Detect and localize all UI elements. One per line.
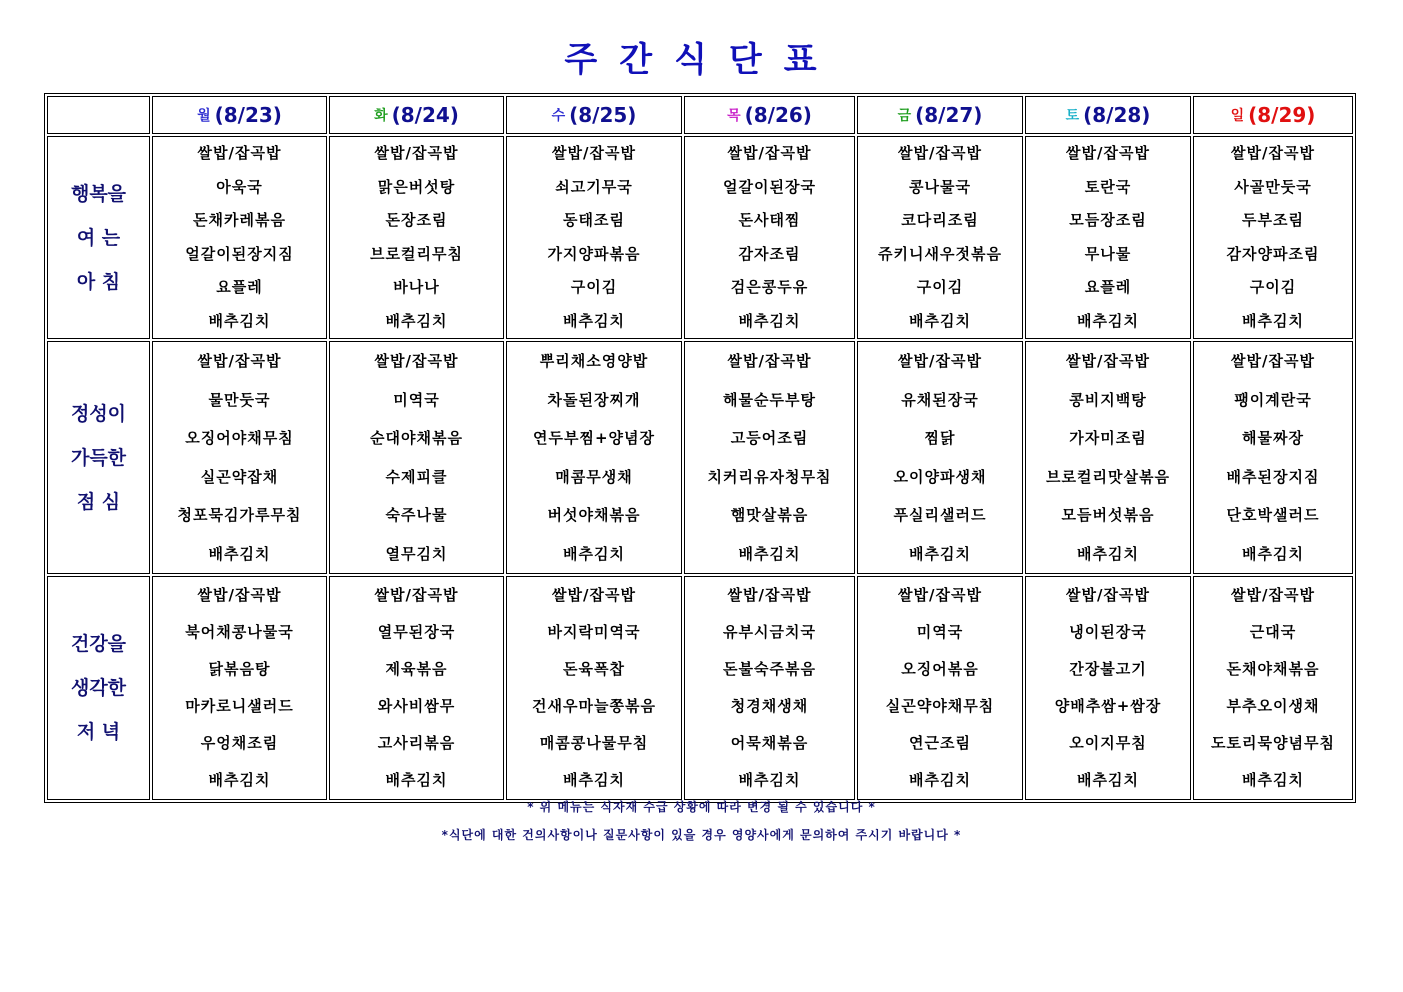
day-date: (8/24) xyxy=(391,103,459,127)
menu-item: 쌀밥/잡곡밥 xyxy=(898,352,982,370)
inquiry-notice: *식단에 대한 건의사항이나 질문사항이 있을 경우 영양사에게 문의하여 주시기 바랍니다 * xyxy=(441,828,962,842)
menu-cell xyxy=(857,576,1023,800)
menu-item: 버섯야채볶음 xyxy=(547,506,641,524)
menu-item: 쌀밥/잡곡밥 xyxy=(552,586,636,604)
day-badge-icon: 토 xyxy=(1065,108,1080,124)
meal-label xyxy=(47,341,150,574)
menu-item: 건새우마늘쫑볶음 xyxy=(532,697,656,715)
day-date: (8/27) xyxy=(915,103,983,127)
corner-cell xyxy=(47,96,150,134)
menu-item: 얼갈이된장지짐 xyxy=(185,244,294,263)
menu-item: 돈채야채볶음 xyxy=(1226,660,1320,678)
menu-item: 배추김치 xyxy=(909,771,971,789)
menu-item: 구이김 xyxy=(570,278,618,296)
menu-item: 양배추쌈+쌈장 xyxy=(1054,697,1162,715)
menu-item: 열무된장국 xyxy=(377,623,456,641)
menu-item: 북어채콩나물국 xyxy=(185,623,294,641)
day-badge-icon: 일 xyxy=(1230,108,1245,124)
menu-item: 요플레 xyxy=(1084,278,1132,296)
menu-item: 치커리유자청무침 xyxy=(707,467,832,486)
day-date: (8/28) xyxy=(1083,103,1151,127)
menu-item: 얼갈이된장국 xyxy=(723,177,816,196)
menu-item: 배추김치 xyxy=(385,771,448,789)
menu-item: 해물짜장 xyxy=(1242,429,1304,447)
menu-item: 배추김치 xyxy=(909,544,971,563)
menu-item: 배추김치 xyxy=(1242,544,1304,563)
menu-item: 쌀밥/잡곡밥 xyxy=(197,352,282,370)
menu-item: 쌀밥/잡곡밥 xyxy=(727,586,812,604)
day-date: (8/29) xyxy=(1248,103,1316,127)
menu-cell xyxy=(1193,341,1353,574)
menu-cell xyxy=(152,136,327,339)
menu-item: 단호박샐러드 xyxy=(1226,506,1320,524)
day-header-thu xyxy=(684,96,855,134)
menu-item: 배추김치 xyxy=(563,771,625,789)
menu-item: 배추김치 xyxy=(909,311,971,330)
day-date: (8/26) xyxy=(744,103,812,127)
meal-label-line: 행복을 xyxy=(70,182,127,205)
menu-item: 토란국 xyxy=(1084,177,1132,196)
menu-item: 무나물 xyxy=(1084,244,1132,263)
meal-label-line: 건강을 xyxy=(70,633,127,655)
menu-item: 매콤콩나물무침 xyxy=(539,734,649,752)
meal-label-line: 아 침 xyxy=(76,270,121,293)
menu-item: 냉이된장국 xyxy=(1069,623,1147,641)
day-badge-icon: 목 xyxy=(727,108,741,124)
menu-cell xyxy=(329,136,504,339)
menu-item: 쌀밥/잡곡밥 xyxy=(1231,144,1315,162)
day-badge-icon: 월 xyxy=(197,108,211,124)
menu-item: 배추김치 xyxy=(208,771,271,789)
menu-item: 오이양파생채 xyxy=(893,467,987,486)
day-date: (8/25) xyxy=(569,103,637,127)
menu-item: 오징어야채무침 xyxy=(185,429,294,447)
menu-item: 가자미조림 xyxy=(1069,429,1147,447)
menu-item: 배추김치 xyxy=(563,311,625,330)
meal-label-line: 여 는 xyxy=(76,226,121,249)
menu-item: 사골만둣국 xyxy=(1234,177,1312,196)
day-header-tue xyxy=(329,96,504,134)
menu-item: 코다리조림 xyxy=(901,211,979,229)
menu-item: 오징어볶음 xyxy=(901,660,979,678)
menu-item: 쇠고기무국 xyxy=(555,177,633,196)
menu-cell xyxy=(1025,341,1191,574)
menu-item: 숙주나물 xyxy=(385,506,448,524)
day-date: (8/23) xyxy=(214,103,282,127)
menu-item: 돈채카레볶음 xyxy=(193,211,286,229)
menu-item: 쌀밥/잡곡밥 xyxy=(1066,144,1150,162)
menu-item: 마카로니샐러드 xyxy=(185,697,294,715)
menu-cell xyxy=(684,341,855,574)
menu-cell xyxy=(857,341,1023,574)
menu-item: 브로컬리무침 xyxy=(370,244,463,263)
menu-item: 열무김치 xyxy=(385,544,448,563)
day-header-sun xyxy=(1193,96,1353,134)
menu-item: 연근조림 xyxy=(909,734,971,752)
menu-cell xyxy=(1025,136,1191,339)
menu-cell xyxy=(1025,576,1191,800)
day-badge-icon: 화 xyxy=(374,108,388,124)
menu-item: 물만둣국 xyxy=(208,390,271,409)
menu-cell xyxy=(329,341,504,574)
menu-item: 가지양파볶음 xyxy=(547,244,641,263)
menu-item: 실곤약야채무침 xyxy=(885,697,995,715)
menu-item: 간장불고기 xyxy=(1069,660,1147,678)
menu-cell xyxy=(857,136,1023,339)
menu-item: 쌀밥/잡곡밥 xyxy=(197,586,282,604)
menu-item: 돈사태찜 xyxy=(738,211,801,229)
menu-item: 동태조림 xyxy=(563,211,625,229)
meal-label-line: 점 심 xyxy=(76,490,121,513)
menu-item: 연두부찜+양념장 xyxy=(533,429,655,447)
menu-item: 배추김치 xyxy=(208,544,271,563)
menu-cell xyxy=(684,136,855,339)
menu-item: 감자조림 xyxy=(738,244,801,263)
menu-item: 쌀밥/잡곡밥 xyxy=(898,144,982,162)
menu-item: 배추김치 xyxy=(1077,311,1139,330)
menu-cell xyxy=(152,576,327,800)
menu-item: 쌀밥/잡곡밥 xyxy=(197,144,282,162)
menu-cell xyxy=(506,136,682,339)
menu-item: 돈장조림 xyxy=(385,211,448,229)
menu-item: 감자양파조림 xyxy=(1226,244,1320,263)
menu-item: 배추김치 xyxy=(1242,771,1304,789)
menu-item: 해물순두부탕 xyxy=(723,390,816,409)
menu-item: 미역국 xyxy=(916,623,964,641)
menu-item: 근대국 xyxy=(1249,623,1297,641)
menu-item: 콩나물국 xyxy=(909,177,971,196)
header-row xyxy=(47,96,1353,134)
menu-item: 쌀밥/잡곡밥 xyxy=(898,586,982,604)
menu-item: 배추김치 xyxy=(563,544,625,563)
menu-item: 모듬장조림 xyxy=(1069,211,1147,229)
menu-change-notice: * 위 메뉴는 식자재 수급 상황에 따라 변경 될 수 있습니다 * xyxy=(527,800,876,814)
day-badge-icon: 수 xyxy=(551,108,566,124)
menu-item: 구이김 xyxy=(916,278,964,296)
menu-item: 도토리묵양념무침 xyxy=(1211,734,1335,752)
menu-item: 아욱국 xyxy=(216,177,263,196)
menu-item: 순대야채볶음 xyxy=(370,429,463,447)
menu-item: 배추김치 xyxy=(1077,771,1139,789)
meal-label-line: 정성이 xyxy=(70,402,127,425)
menu-item: 햄맛살볶음 xyxy=(730,506,809,524)
menu-item: 청경채생채 xyxy=(730,697,809,715)
menu-cell xyxy=(1193,136,1353,339)
menu-item: 쌀밥/잡곡밥 xyxy=(552,144,636,162)
menu-cell xyxy=(152,341,327,574)
menu-item: 부추오이생채 xyxy=(1226,697,1320,715)
menu-item: 배추김치 xyxy=(738,771,801,789)
menu-item: 쌀밥/잡곡밥 xyxy=(374,352,459,370)
menu-item: 제육볶음 xyxy=(385,660,448,678)
menu-item: 쌀밥/잡곡밥 xyxy=(1231,586,1315,604)
menu-item: 배추된장지짐 xyxy=(1226,467,1320,486)
day-header-mon xyxy=(152,96,327,134)
menu-item: 요플레 xyxy=(216,278,263,296)
menu-cell xyxy=(329,576,504,800)
menu-item: 두부조림 xyxy=(1242,211,1304,229)
menu-cell xyxy=(684,576,855,800)
page-title: 주간식단표 xyxy=(564,40,839,80)
menu-item: 배추김치 xyxy=(1242,311,1304,330)
day-header-sat xyxy=(1025,96,1191,134)
menu-item: 배추김치 xyxy=(385,311,448,330)
menu-item: 실곤약잡채 xyxy=(200,467,279,486)
menu-item: 어묵채볶음 xyxy=(730,734,809,752)
menu-item: 배추김치 xyxy=(738,311,801,330)
day-badge-icon: 금 xyxy=(897,108,912,124)
meal-row-lunch xyxy=(47,341,1353,574)
day-header-wed xyxy=(506,96,682,134)
menu-cell xyxy=(506,576,682,800)
menu-item: 쌀밥/잡곡밥 xyxy=(1231,352,1315,370)
menu-item: 돈불숙주볶음 xyxy=(723,660,816,678)
menu-item: 쌀밥/잡곡밥 xyxy=(374,586,459,604)
menu-item: 쌀밥/잡곡밥 xyxy=(1066,586,1150,604)
menu-item: 쌀밥/잡곡밥 xyxy=(727,144,812,162)
menu-item: 고사리볶음 xyxy=(377,734,456,752)
menu-cell xyxy=(1193,576,1353,800)
meal-row-breakfast xyxy=(47,136,1353,339)
weekly-menu-table xyxy=(44,93,1356,803)
menu-item: 검은콩두유 xyxy=(730,278,809,296)
menu-item: 우엉채조림 xyxy=(200,734,279,752)
menu-item: 쌀밥/잡곡밥 xyxy=(374,144,459,162)
day-header-fri xyxy=(857,96,1023,134)
menu-item: 맑은버섯탕 xyxy=(377,177,456,196)
menu-item: 청포묵김가루무침 xyxy=(177,506,302,524)
menu-item: 콩비지백탕 xyxy=(1069,390,1147,409)
menu-item: 팽이계란국 xyxy=(1234,390,1312,409)
menu-item: 유부시금치국 xyxy=(723,623,816,641)
meal-label xyxy=(47,576,150,800)
menu-item: 유채된장국 xyxy=(901,390,979,409)
meal-label-line: 저 녁 xyxy=(76,721,121,743)
menu-item: 쌀밥/잡곡밥 xyxy=(727,352,812,370)
menu-item: 돈육폭찹 xyxy=(563,660,625,678)
menu-item: 배추김치 xyxy=(1077,544,1139,563)
menu-item: 수제피클 xyxy=(385,467,448,486)
menu-item: 닭볶음탕 xyxy=(208,660,271,678)
meal-label-line: 가득한 xyxy=(70,446,127,469)
menu-item: 차돌된장찌개 xyxy=(547,390,641,409)
menu-item: 와사비쌈무 xyxy=(377,697,456,715)
meal-row-dinner xyxy=(47,576,1353,800)
menu-item: 바지락미역국 xyxy=(547,623,641,641)
menu-item: 배추김치 xyxy=(208,311,271,330)
menu-item: 매콤무생채 xyxy=(555,467,633,486)
menu-item: 구이김 xyxy=(1249,278,1297,296)
menu-item: 브로컬리맛살볶음 xyxy=(1046,467,1170,486)
menu-item: 찜닭 xyxy=(924,429,956,447)
menu-item: 고등어조림 xyxy=(730,429,809,447)
menu-item: 쌀밥/잡곡밥 xyxy=(1066,352,1150,370)
menu-item: 뿌리채소영양밥 xyxy=(539,352,649,370)
meal-label xyxy=(47,136,150,339)
menu-item: 쥬키니새우젓볶음 xyxy=(878,244,1002,263)
meal-label-line: 생각한 xyxy=(70,677,127,699)
menu-item: 배추김치 xyxy=(738,544,801,563)
menu-item: 바나나 xyxy=(393,278,440,296)
menu-item: 모듬버섯볶음 xyxy=(1061,506,1155,524)
menu-cell xyxy=(506,341,682,574)
menu-item: 오이지무침 xyxy=(1069,734,1147,752)
menu-item: 미역국 xyxy=(393,390,440,409)
menu-item: 푸실리샐러드 xyxy=(893,506,987,524)
